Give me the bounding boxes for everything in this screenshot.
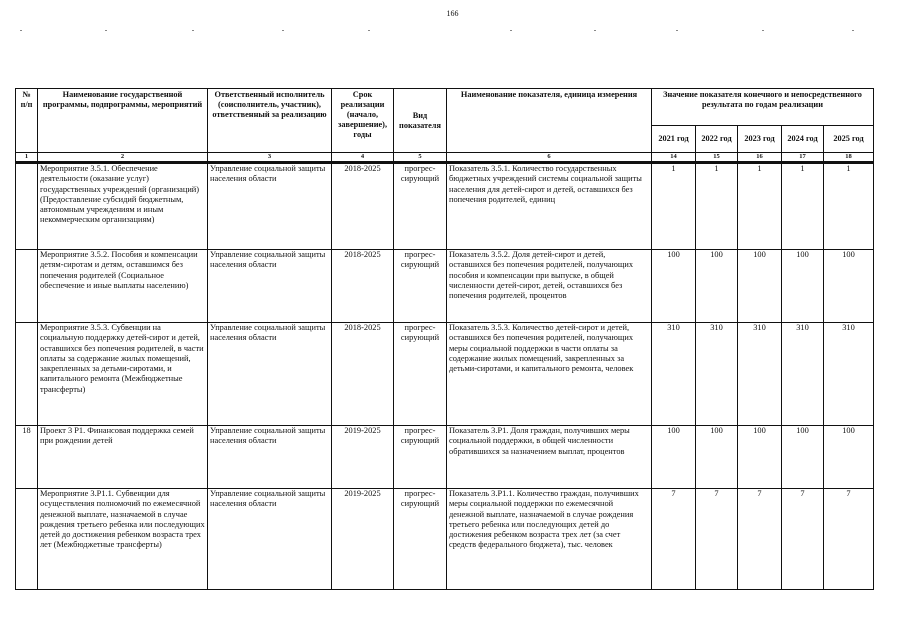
row-value: 100 — [738, 250, 782, 323]
row-responsible: Управление социальной защиты населения области — [208, 163, 332, 250]
row-value: 100 — [782, 426, 824, 489]
row-kind: прогрес-сирующий — [394, 250, 447, 323]
column-number: 4 — [332, 153, 394, 163]
row-value: 310 — [652, 323, 696, 426]
row-num — [16, 163, 38, 250]
row-term: 2018-2025 — [332, 323, 394, 426]
row-value: 100 — [652, 426, 696, 489]
column-number: 15 — [696, 153, 738, 163]
scan-specks — [0, 30, 905, 36]
row-indicator: Показатель 3.Р1.1. Количество граждан, получивших меры социальной поддержки по ежемесячной денежной выплате, назначаемой в случае рождения третьего ребенка или последующих детей до достижения ребенком возраста трех лет (за счет средств федерального бюджета), тыс. человек — [447, 489, 652, 590]
header-row — [16, 89, 874, 126]
program-indicators-table — [15, 88, 874, 590]
column-number: 18 — [824, 153, 874, 163]
page-number: 166 — [446, 9, 459, 18]
header-values: Значение показателя конечного и непосредственного результата по годам реализации — [652, 89, 874, 126]
row-num — [16, 250, 38, 323]
row-term: 2018-2025 — [332, 250, 394, 323]
row-value: 100 — [696, 250, 738, 323]
row-kind: прогрес-сирующий — [394, 323, 447, 426]
row-value: 1 — [696, 163, 738, 250]
row-responsible: Управление социальной защиты населения области — [208, 250, 332, 323]
row-kind: прогрес-сирующий — [394, 426, 447, 489]
row-value: 100 — [738, 426, 782, 489]
column-number: 2 — [38, 153, 208, 163]
row-indicator: Показатель 3.5.1. Количество государственных бюджетных учреждений системы социальной защиты населения для детей-сирот и детей, оставшихся без попечения родителей, единиц — [447, 163, 652, 250]
table-row — [16, 323, 874, 426]
column-number: 5 — [394, 153, 447, 163]
row-value: 100 — [696, 426, 738, 489]
row-num: 18 — [16, 426, 38, 489]
column-number: 3 — [208, 153, 332, 163]
header-year: 2025 год — [824, 126, 874, 153]
column-number: 14 — [652, 153, 696, 163]
table-row — [16, 250, 874, 323]
row-indicator: Показатель 3.5.3. Количество детей-сирот и детей, оставшихся без попечения родителей, получающих меры социальной поддержки в части оплаты за содержание жилых помещений, закрепленных за детьми-сиротами, и капитального ремонта, человек — [447, 323, 652, 426]
row-value: 7 — [782, 489, 824, 590]
header-responsible: Ответственный исполнитель (соисполнитель, участник), ответственный за реализацию — [208, 89, 332, 153]
row-name: Мероприятие 3.5.3. Субвенции на социальную поддержку детей-сирот и детей, оставшихся без попечения родителей, в части оплаты за содержание жилых помещений, закрепленных за детьми-сиротами, и капитального ремонта (Межбюджетные трансферты) — [38, 323, 208, 426]
row-value: 7 — [824, 489, 874, 590]
row-indicator: Показатель 3.5.2. Доля детей-сирот и детей, оставшихся без попечения родителей, получающих пособия и компенсации при выпуске, в общей численности детей-сирот, детей, оставшихся без попечения родителей, процентов — [447, 250, 652, 323]
column-number-row — [16, 153, 874, 163]
header-name: Наименование государственной программы, подпрограммы, мероприятий — [38, 89, 208, 153]
header-year: 2023 год — [738, 126, 782, 153]
row-num — [16, 323, 38, 426]
row-value: 310 — [782, 323, 824, 426]
row-term: 2018-2025 — [332, 163, 394, 250]
row-value: 310 — [696, 323, 738, 426]
row-value: 1 — [738, 163, 782, 250]
row-term: 2019-2025 — [332, 489, 394, 590]
column-number: 17 — [782, 153, 824, 163]
row-value: 7 — [738, 489, 782, 590]
header-num: № п/п — [16, 89, 38, 153]
row-responsible: Управление социальной защиты населения области — [208, 489, 332, 590]
row-value: 100 — [824, 250, 874, 323]
row-kind: прогрес-сирующий — [394, 163, 447, 250]
row-name: Мероприятие 3.Р1.1. Субвенции для осуществления полномочий по ежемесячной денежной выплате, назначаемой в случае рождения третьего ребенка или последующих детей до достижения ребенком возраста трех лет (Межбюджетные трансферты) — [38, 489, 208, 590]
row-value: 100 — [824, 426, 874, 489]
row-indicator: Показатель 3.Р1. Доля граждан, получивших меры социальной поддержки, в общей численности обратившихся за назначением выплат, процентов — [447, 426, 652, 489]
row-name: Проект 3 Р1. Финансовая поддержка семей при рождении детей — [38, 426, 208, 489]
row-kind: прогрес-сирующий — [394, 489, 447, 590]
row-value: 1 — [824, 163, 874, 250]
row-value: 7 — [652, 489, 696, 590]
header-term: Срок реализации (начало, завершение), годы — [332, 89, 394, 153]
column-number: 16 — [738, 153, 782, 163]
row-responsible: Управление социальной защиты населения области — [208, 426, 332, 489]
row-num — [16, 489, 38, 590]
row-value: 1 — [782, 163, 824, 250]
row-value: 100 — [782, 250, 824, 323]
row-value: 100 — [652, 250, 696, 323]
table-row — [16, 163, 874, 250]
row-value: 7 — [696, 489, 738, 590]
column-number: 6 — [447, 153, 652, 163]
row-name: Мероприятие 3.5.1. Обеспечение деятельности (оказание услуг) государственных учреждений (организаций) (Предоставление субсидий бюджетным, автономным учреждениям и иным некоммерческим организациям) — [38, 163, 208, 250]
header-kind: Вид показателя — [394, 89, 447, 153]
header-year: 2021 год — [652, 126, 696, 153]
row-value: 310 — [824, 323, 874, 426]
row-responsible: Управление социальной защиты населения области — [208, 323, 332, 426]
table-row — [16, 426, 874, 489]
header-year: 2022 год — [696, 126, 738, 153]
header-year: 2024 год — [782, 126, 824, 153]
row-value: 310 — [738, 323, 782, 426]
row-value: 1 — [652, 163, 696, 250]
column-number: 1 — [16, 153, 38, 163]
header-indicator: Наименование показателя, единица измерения — [447, 89, 652, 153]
table-row — [16, 489, 874, 590]
row-name: Мероприятие 3.5.2. Пособия и компенсации детям-сиротам и детям, оставшимся без попечения родителей (Социальное обеспечение и иные выплаты населению) — [38, 250, 208, 323]
row-term: 2019-2025 — [332, 426, 394, 489]
